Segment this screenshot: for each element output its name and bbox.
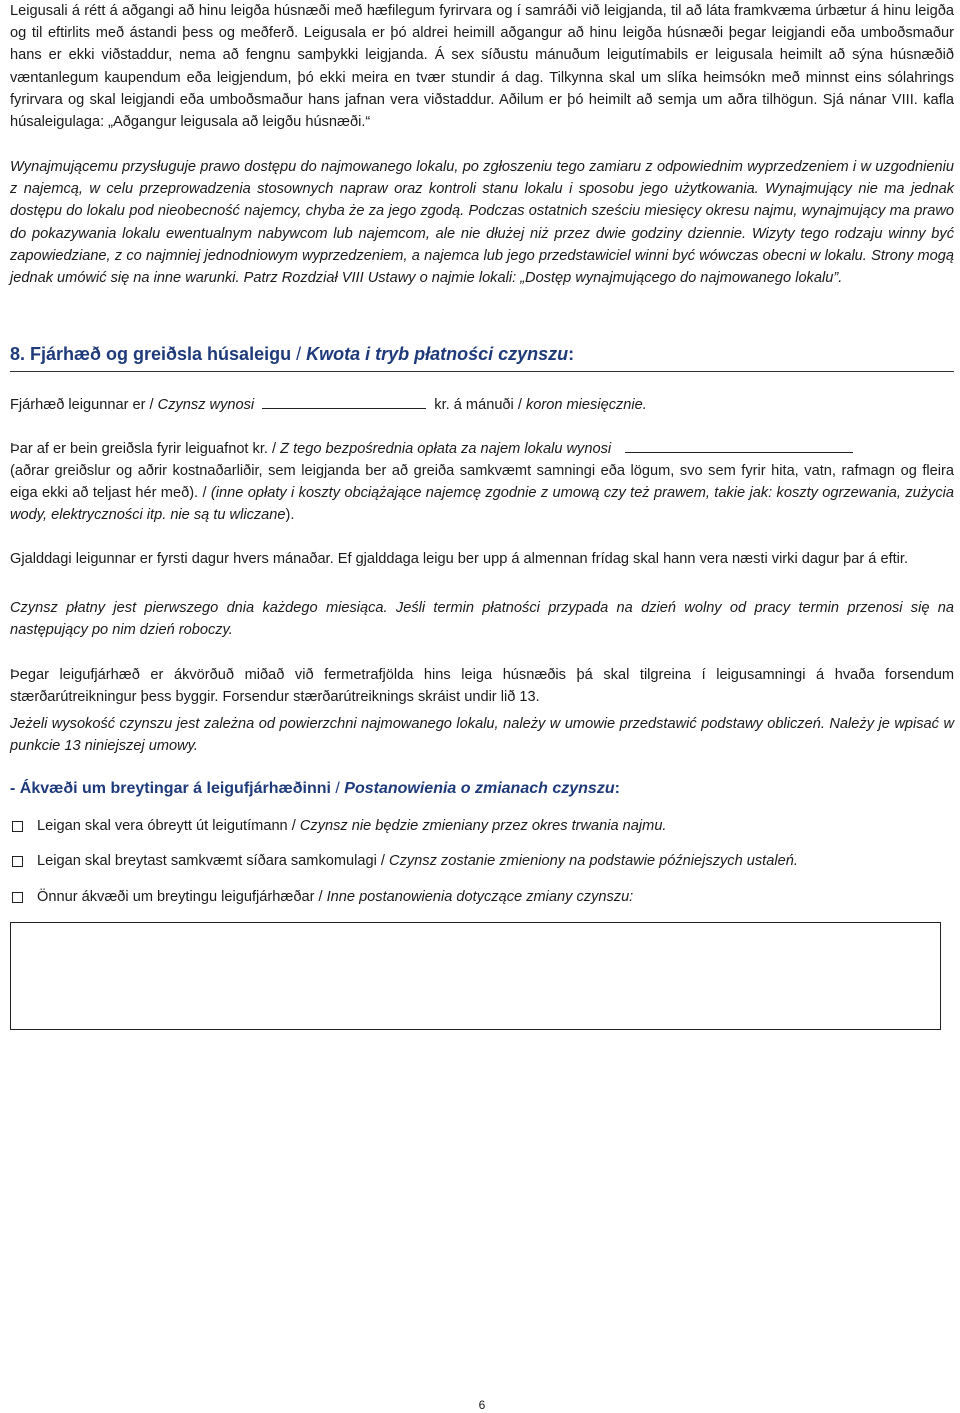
direct-payment-note-icelandic: (aðrar greiðslur og aðrir kostnaðarliðir, sem leigjanda ber að greiða samkvæmt samningi eða lögum, svo sem fyrir hita, vatn, rafmagn og fleira eiga ekki að teljast hér með). / [10,463,954,501]
rent-amount-suffix-polish: koron miesięcznie. [525,397,647,413]
rent-change-title-icelandic: - Ákvæði um breytingar á leigufjárhæðinni [10,780,331,797]
option-other-terms-checkbox[interactable] [12,892,23,903]
section-divider [10,371,954,372]
access-paragraph-polish: Wynajmującemu przysługuje prawo dostępu do najmowanego lokalu, po zgłoszeniu tego zamiaru z odpowiednim wyprzedzeniem i w uzgodnieniu z najemcą, w celu przeprowadzenia stosownych napraw oraz kontroli stanu lokalu i sposobu jego użytkowania. Wynajmujący nie ma jednak dostępu do lokalu pod nieobecność najemcy, chyba że za jego zgodą. Podczas ostatnich sześciu miesięcy okresu najmu, wynajmujący ma prawo do pokazywania lokalu ewentualnym nabywcom lub najemcom, ale nie dłużej niż przez dwie godziny dziennie. Wizyty tego rodzaju winny być zapowiedziane, z co najmniej jednodniowym wyprzedzeniem, a najemca lub jego przedstawiciel winni być wówczas obecni w lokalu. Strony mogą jednak umówić się na inne warunki. Patrz Rozdział VIII Ustawy o najmie lokali: „Dostęp wynajmującego do najmowanego lokalu”. [10,159,954,287]
section-colon: : [568,344,575,364]
rent-change-heading [10,778,620,800]
option-unchanged-label-polish: Czynsz nie będzie zmieniany przez okres trwania najmu. [299,818,667,834]
rent-amount-suffix-icelandic: kr. á mánuði / [434,397,522,413]
rent-amount-line [10,394,954,416]
option-other-terms-label-icelandic: Önnur ákvæði um breytingu leigufjárhæðar / [37,889,323,905]
section-heading [10,342,954,366]
rent-change-colon: : [614,780,620,797]
direct-payment-label-icelandic: Þar af er bein greiðsla fyrir leiguafnot kr. / [10,441,277,457]
due-date-icelandic: Gjalddagi leigunnar er fyrsti dagur hvers mánaðar. Ef gjalddaga leigu ber upp á almennan frídag skal hann vera næsti virki dagur þar á eftir. [10,551,909,567]
option-later-agreement-label-polish: Czynsz zostanie zmieniony na podstawie późniejszych ustaleń. [389,853,798,869]
direct-payment-input[interactable] [625,438,853,453]
option-unchanged-label-icelandic: Leigan skal vera óbreytt út leigutímann / [37,818,296,834]
area-basis-polish: Jeżeli wysokość czynszu jest zależna od powierzchni najmowanego lokalu, należy w umowie przedstawić podstawy obliczeń. Należy je wpisać w punkcie 13 niniejszej umowy. [10,716,954,754]
direct-payment-line [10,438,954,460]
direct-payment-note-end: ). [285,507,295,523]
access-paragraph-icelandic: Leigusali á rétt á aðgangi að hinu leigða húsnæði með hæfilegum fyrirvara og í samráði við leigjanda, til að láta framkvæma úrbætur á hinu leigða og til eftirlits með ástandi þess og meðferð. Leigusala er þó aldrei heimill aðgangur að hinu leigða húsnæði þegar leigjandi eða umboðsmaður hans er ekki viðstaddur, nema að fengnu samþykki leigjanda. Á sex síðustu mánuðum leigutímabils er leigusala heimilt að sýna húsnæðið væntanlegum kaupendum eða leigjendum, þó ekki meira en tvær stundir á dag. Tilkynna skal um slíka heimsókn með minnst eins sólahrings fyrirvara og skal leigjandi eða umboðsmaður hans jafnan vera viðstaddur. Aðilum er þó heimilt að semja um aðra tilhögun. Sjá nánar VIII. kafla húsaleigulaga: „Aðgangur leigusala að leigðu húsnæði.“ [10,3,954,131]
option-later-agreement[interactable] [10,850,798,872]
direct-payment-label-polish: Z tego bezpośrednia opłata za najem lokalu wynosi [280,441,612,457]
section-title-polish: Kwota i tryb płatności czynszu [306,344,569,364]
rent-amount-input[interactable] [262,394,426,409]
section-title-icelandic: Fjárhæð og greiðsla húsaleigu [30,344,292,364]
direct-payment-note-polish: (inne opłaty i koszty obciążające najemcę zgodnie z umową czy też prawem, takie jak: koszty ogrzewania, zużycia wody, elektryczności itp. nie są tu wliczane [10,485,954,523]
option-unchanged[interactable] [10,815,667,837]
direct-payment-note [10,460,954,526]
rent-amount-label-icelandic: Fjárhæð leigunnar er / [10,397,154,413]
rent-change-title-polish: Postanowienia o zmianach czynszu [344,780,615,797]
option-other-terms-label-polish: Inne postanowienia dotyczące zmiany czynszu: [326,889,634,905]
page-number: 6 [478,1398,486,1412]
other-terms-textbox[interactable] [10,922,941,1030]
section-separator: / [296,344,302,364]
option-other-terms[interactable] [10,886,633,908]
section-number: 8. [10,344,26,364]
option-unchanged-checkbox[interactable] [12,821,23,832]
area-basis-icelandic: Þegar leigufjárhæð er ákvörðuð miðað við fermetrafjölda hins leiga húsnæðis þá skal tilgreina í leigusamningi á hvaða forsendum stærðarútreikningur þess byggir. Forsendur stærðarútreiknings skráist undir lið 13. [10,667,954,705]
due-date-polish: Czynsz płatny jest pierwszego dnia każdego miesiąca. Jeśli termin płatności przypada na dzień wolny od pracy termin przenosi się na następujący po nim dzień roboczy. [10,600,954,638]
rent-amount-label-polish: Czynsz wynosi [157,397,255,413]
option-later-agreement-label-icelandic: Leigan skal breytast samkvæmt síðara samkomulagi / [37,853,385,869]
rent-change-separator: / [335,780,340,797]
option-later-agreement-checkbox[interactable] [12,856,23,867]
